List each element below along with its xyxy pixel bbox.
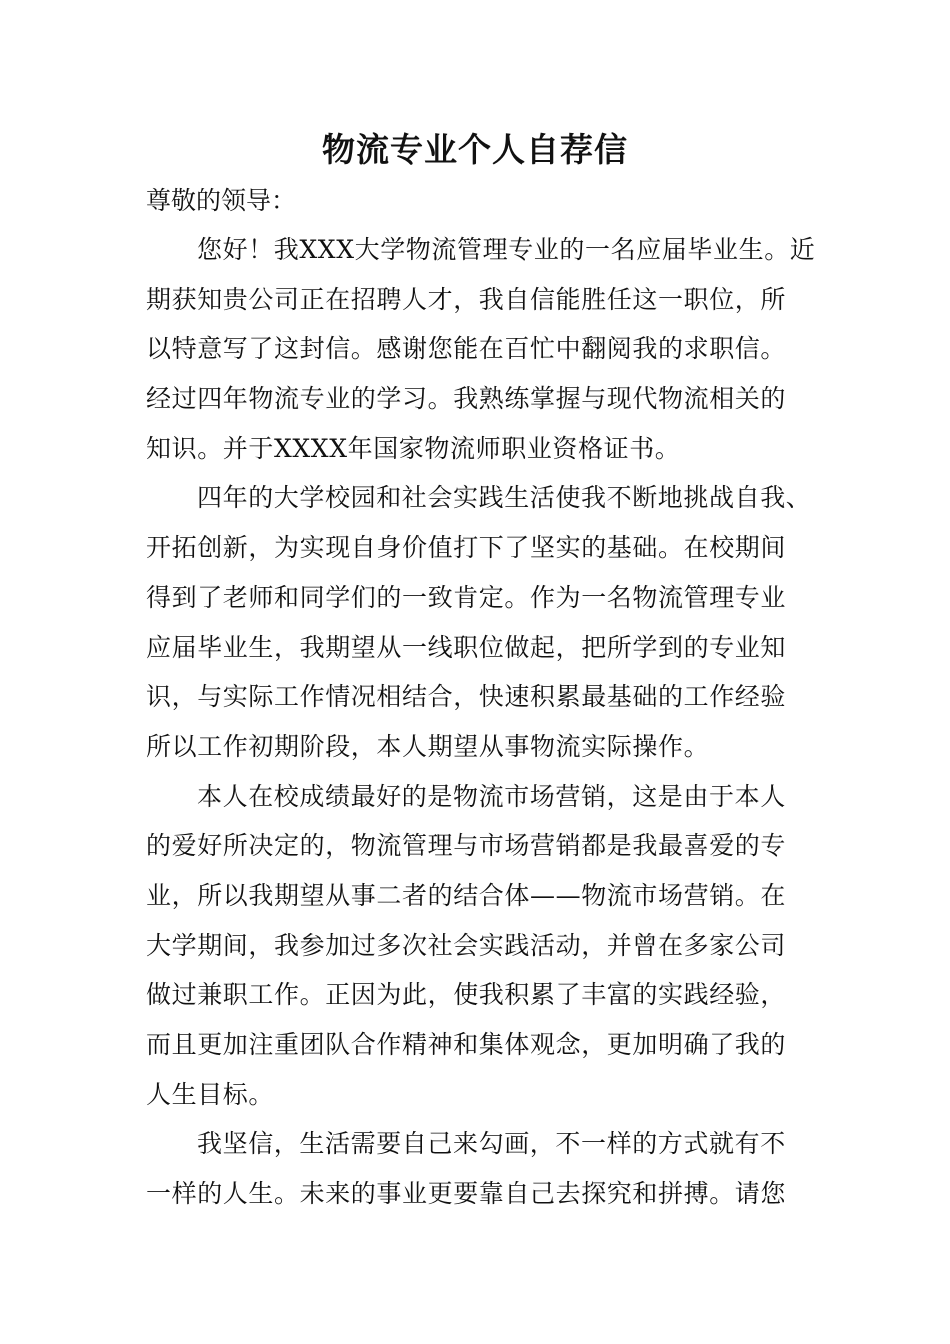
- text-line: 的爱好所决定的，物流管理与市场营销都是我最喜爱的专: [146, 831, 787, 861]
- letter-body: [146, 225, 826, 1219]
- text-line: 期获知贵公司正在招聘人才，我自信能胜任这一职位，所: [146, 284, 787, 314]
- text-line: 大学期间，我参加过多次社会实践活动，并曾在多家公司: [146, 930, 787, 960]
- text-line: 开拓创新，为实现自身价值打下了坚实的基础。在校期间: [146, 533, 787, 563]
- text-line: 而且更加注重团队合作精神和集体观念，更加明确了我的: [146, 1030, 787, 1059]
- text-line: 知识。并于XXXX年国家物流师职业资格证书。: [146, 433, 681, 463]
- salutation: 尊敬的领导：: [146, 186, 297, 215]
- text-line: 一样的人生。未来的事业更要靠自己去探究和拼搏。请您: [146, 1179, 787, 1209]
- text-line: 经过四年物流专业的学习。我熟练掌握与现代物流相关的: [146, 384, 787, 414]
- text-line: 本人在校成绩最好的是物流市场营销，这是由于本人: [197, 781, 786, 811]
- paragraph-4: [146, 1119, 826, 1218]
- text-line: 以特意写了这封信。感谢您能在百忙中翻阅我的求职信。: [146, 334, 787, 364]
- text-line: 应届毕业生，我期望从一线职位做起，把所学到的专业知: [146, 632, 787, 662]
- paragraph-1: [146, 225, 826, 473]
- text-line: 所以工作初期阶段，本人期望从事物流实际操作。: [146, 731, 710, 761]
- text-line: 我坚信，生活需要自己来勾画，不一样的方式就有不: [197, 1129, 786, 1159]
- paragraph-2: [146, 473, 826, 771]
- text-line: 人生目标。: [146, 1079, 275, 1109]
- text-line: 您好！我XXX大学物流管理专业的一名应届毕业生。近: [197, 235, 816, 264]
- text-line: 四年的大学校园和社会实践生活使我不断地挑战自我、: [197, 483, 812, 513]
- text-line: 做过兼职工作。正因为此，使我积累了丰富的实践经验，: [146, 980, 787, 1010]
- document-title: 物流专业个人自荐信: [322, 130, 628, 169]
- paragraph-3: [146, 772, 826, 1120]
- text-line: 业，所以我期望从事二者的结合体——物流市场营销。在: [146, 880, 787, 910]
- text-line: 得到了老师和同学们的一致肯定。作为一名物流管理专业: [146, 582, 787, 612]
- text-line: 识，与实际工作情况相结合，快速积累最基础的工作经验: [146, 682, 787, 712]
